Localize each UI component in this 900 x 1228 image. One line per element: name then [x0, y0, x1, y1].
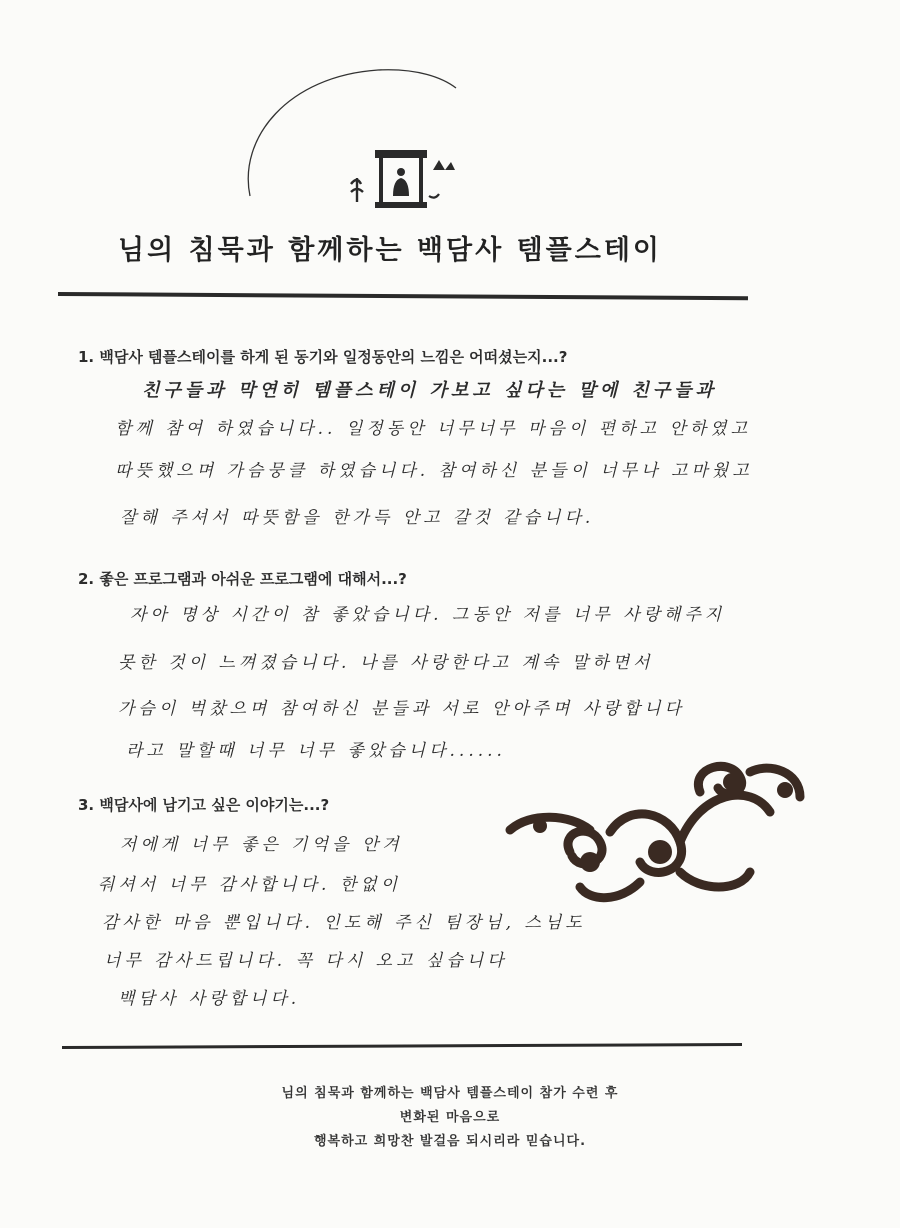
answer-1-line: 함께 참여 하였습니다.. 일정동안 너무너무 마음이 편하고 안하였고	[115, 419, 752, 439]
answer-2-line: 못한 것이 느껴졌습니다. 나를 사랑한다고 계속 말하면서	[118, 653, 654, 673]
page-title: 님의 침묵과 함께하는 백담사 템플스테이	[118, 235, 662, 266]
question-2-label: 2. 좋은 프로그램과 아쉬운 프로그램에 대해서...?	[78, 570, 407, 588]
answer-3-line: 감사한 마음 뿐입니다. 인도해 주신 팀장님, 스님도	[102, 913, 586, 933]
answer-1-line: 따뜻했으며 가슴뭉클 하였습니다. 참여하신 분들이 너무나 고마웠고	[115, 461, 753, 481]
answer-3-line: 저에게 너무 좋은 기억을 안겨	[120, 835, 403, 855]
answer-3-line: 줘셔서 너무 감사합니다. 한없이	[98, 875, 402, 895]
temple-buddha-icon	[345, 140, 455, 215]
answer-2-line: 자아 명상 시간이 참 좋았습니다. 그동안 저를 너무 사랑해주지	[130, 605, 726, 625]
footer-line-3: 행복하고 희망찬 발걸음 되시리라 믿습니다.	[313, 1134, 587, 1149]
cloud-scroll-ornament	[500, 752, 820, 912]
bottom-divider	[62, 1043, 742, 1049]
question-3-label: 3. 백담사에 남기고 싶은 이야기는...?	[78, 796, 330, 814]
footer-line-1: 님의 침묵과 함께하는 백담사 템플스테이 참가 수련 후	[281, 1086, 619, 1101]
answer-1-line: 잘해 주셔서 따뜻함을 한가득 안고 갈것 같습니다.	[120, 508, 595, 528]
answer-1-line: 친구들과 막연히 템플스테이 가보고 싶다는 말에 친구들과	[142, 380, 717, 401]
footer-line-2: 변화된 마음으로	[399, 1110, 501, 1125]
answer-3-line: 백담사 사랑합니다.	[118, 989, 301, 1009]
question-1-label: 1. 백담사 템플스테이를 하게 된 동기와 일정동안의 느낌은 어떠셨는지...?	[78, 348, 568, 366]
answer-3-line: 너무 감사드립니다. 꼭 다시 오고 싶습니다	[104, 951, 508, 971]
answer-2-line: 가슴이 벅찼으며 참여하신 분들과 서로 안아주며 사랑합니다	[118, 699, 685, 719]
top-divider	[58, 292, 748, 300]
answer-2-line: 라고 말할때 너무 너무 좋았습니다......	[126, 741, 506, 761]
